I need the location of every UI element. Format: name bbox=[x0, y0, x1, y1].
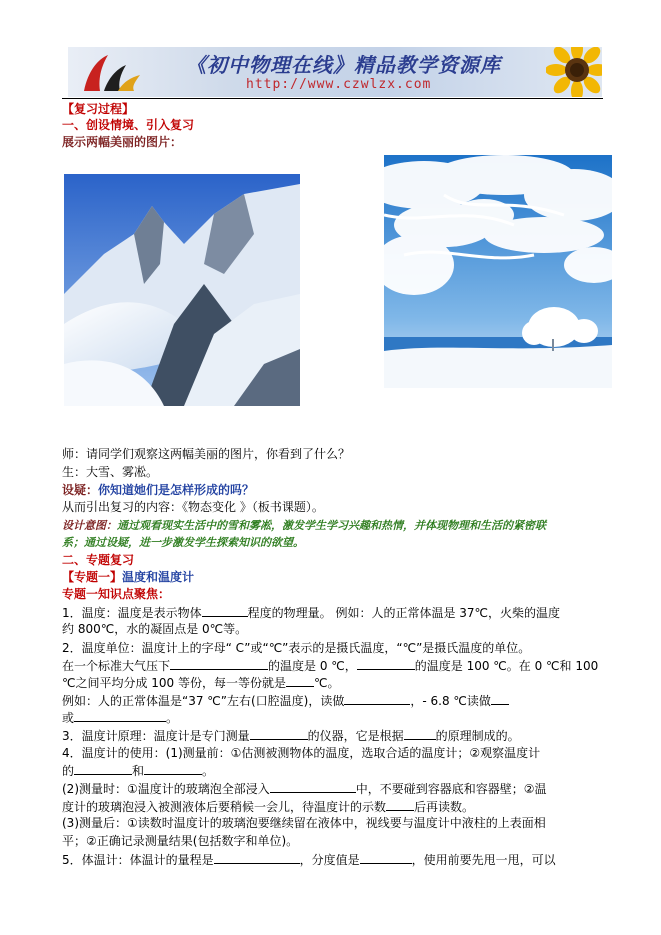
teacher-line: 师：请同学们观察这两幅美丽的图片，你看到了什么？ bbox=[62, 447, 351, 461]
design-label: 设计意图： bbox=[62, 519, 117, 532]
logo-icon bbox=[74, 51, 144, 95]
blank[interactable] bbox=[404, 727, 436, 740]
section-review: 【复习过程】 bbox=[62, 102, 135, 116]
question-label: 设疑： bbox=[62, 483, 99, 497]
blank[interactable] bbox=[250, 727, 308, 740]
item2-line3: ℃之间平均分成 100 等份，每一等份就是 ℃。 bbox=[62, 676, 340, 690]
item2-line1: 2．温度单位：温度计上的字母“ C”或“℃”表示的是摄氏温度，“℃”是摄氏温度的单位。 bbox=[62, 641, 531, 655]
blank[interactable] bbox=[144, 762, 202, 775]
header-banner bbox=[68, 47, 602, 97]
blank[interactable] bbox=[170, 657, 268, 670]
topic1-label: 【专题一】 bbox=[62, 570, 123, 584]
rime-tree-image bbox=[384, 155, 612, 388]
blank[interactable] bbox=[202, 604, 248, 617]
item2-line5: 或 。 bbox=[62, 711, 179, 725]
banner-title: 《初中物理在线》精品教学资源库 bbox=[186, 53, 501, 77]
student-line: 生：大雪、雾凇。 bbox=[62, 465, 159, 479]
item4-line4: 度计的玻璃泡浸入被测液体后要稍候一会儿，待温度计的示数 后再读数。 bbox=[62, 800, 475, 814]
item4-line1: 4．温度计的使用：(1)测量前：①估测被测物体的温度，选取合适的温度计；②观察温度计 bbox=[62, 746, 541, 760]
heading-situation: 一、创设情境、引入复习 bbox=[62, 118, 195, 132]
item4-line3: (2)测量时：①温度计的玻璃泡全部浸入 中，不要碰到容器底和容器壁；②温 bbox=[62, 782, 547, 796]
item2-line4: 例如：人的正常体温是“37 ℃”左右(口腔温度)，读做 ，- 6.8 ℃读做 bbox=[62, 692, 509, 709]
blank[interactable] bbox=[360, 851, 412, 864]
item4-line5: (3)测量后：①读数时温度计的玻璃泡要继续留在液体中，视线要与温度计中液柱的上表面相 bbox=[62, 816, 546, 830]
blank[interactable] bbox=[491, 692, 509, 705]
snow-mountain-image bbox=[64, 174, 300, 406]
blank[interactable] bbox=[270, 780, 356, 793]
item2-line2: 在一个标准大气压下 的温度是 0 ℃， 的温度是 100 ℃。在 0 ℃和 100 bbox=[62, 659, 599, 673]
blank[interactable] bbox=[357, 657, 415, 670]
blank[interactable] bbox=[74, 709, 166, 722]
item5-line: 5．体温计：体温计的量程是 ，分度值是 ，使用前要先甩一甩，可以 bbox=[62, 853, 556, 867]
blank[interactable] bbox=[214, 851, 300, 864]
item4-line6: 平；②正确记录测量结果(包括数字和单位)。 bbox=[62, 834, 299, 848]
item4-line2: 的 和 。 bbox=[62, 764, 215, 778]
question-line bbox=[62, 482, 254, 498]
topic1-subtitle: 专题一知识点聚焦： bbox=[62, 587, 171, 601]
blank[interactable] bbox=[344, 692, 410, 705]
blank[interactable] bbox=[74, 762, 132, 775]
blank[interactable] bbox=[286, 674, 314, 687]
banner-url[interactable]: http://www.czwlzx.com bbox=[246, 77, 432, 92]
design-text-2: 系；通过设疑，进一步激发学生探索知识的欲望。 bbox=[62, 536, 304, 549]
design-line-1 bbox=[62, 517, 546, 534]
item1-line1: 1．温度：温度是表示物体 程度的物理量。 例如：人的正常体温是 37℃，火柴的温度 bbox=[62, 606, 561, 620]
sunflower-icon bbox=[546, 47, 602, 97]
design-text-1: 通过观看现实生活中的雪和雾凇，激发学生学习兴趣和热情，并体现物理和生活的紧密联 bbox=[117, 519, 546, 532]
heading-topic-review: 二、专题复习 bbox=[62, 553, 135, 567]
item3-line: 3．温度计原理：温度计是专门测量 的仪器，它是根据 的原理制成的。 bbox=[62, 729, 520, 743]
topic1-title: 温度和温度计 bbox=[122, 570, 195, 584]
show-pictures-text: 展示两幅美丽的图片： bbox=[62, 135, 183, 149]
blank[interactable] bbox=[386, 798, 414, 811]
topic1-heading bbox=[62, 569, 194, 585]
header-rule bbox=[62, 98, 603, 99]
intro-line: 从而引出复习的内容：《物态变化 》（板书课题）。 bbox=[62, 500, 324, 514]
question-text: 你知道她们是怎样形成的吗？ bbox=[98, 483, 255, 497]
item1-line2: 约 800℃，水的凝固点是 0℃等。 bbox=[62, 622, 248, 636]
